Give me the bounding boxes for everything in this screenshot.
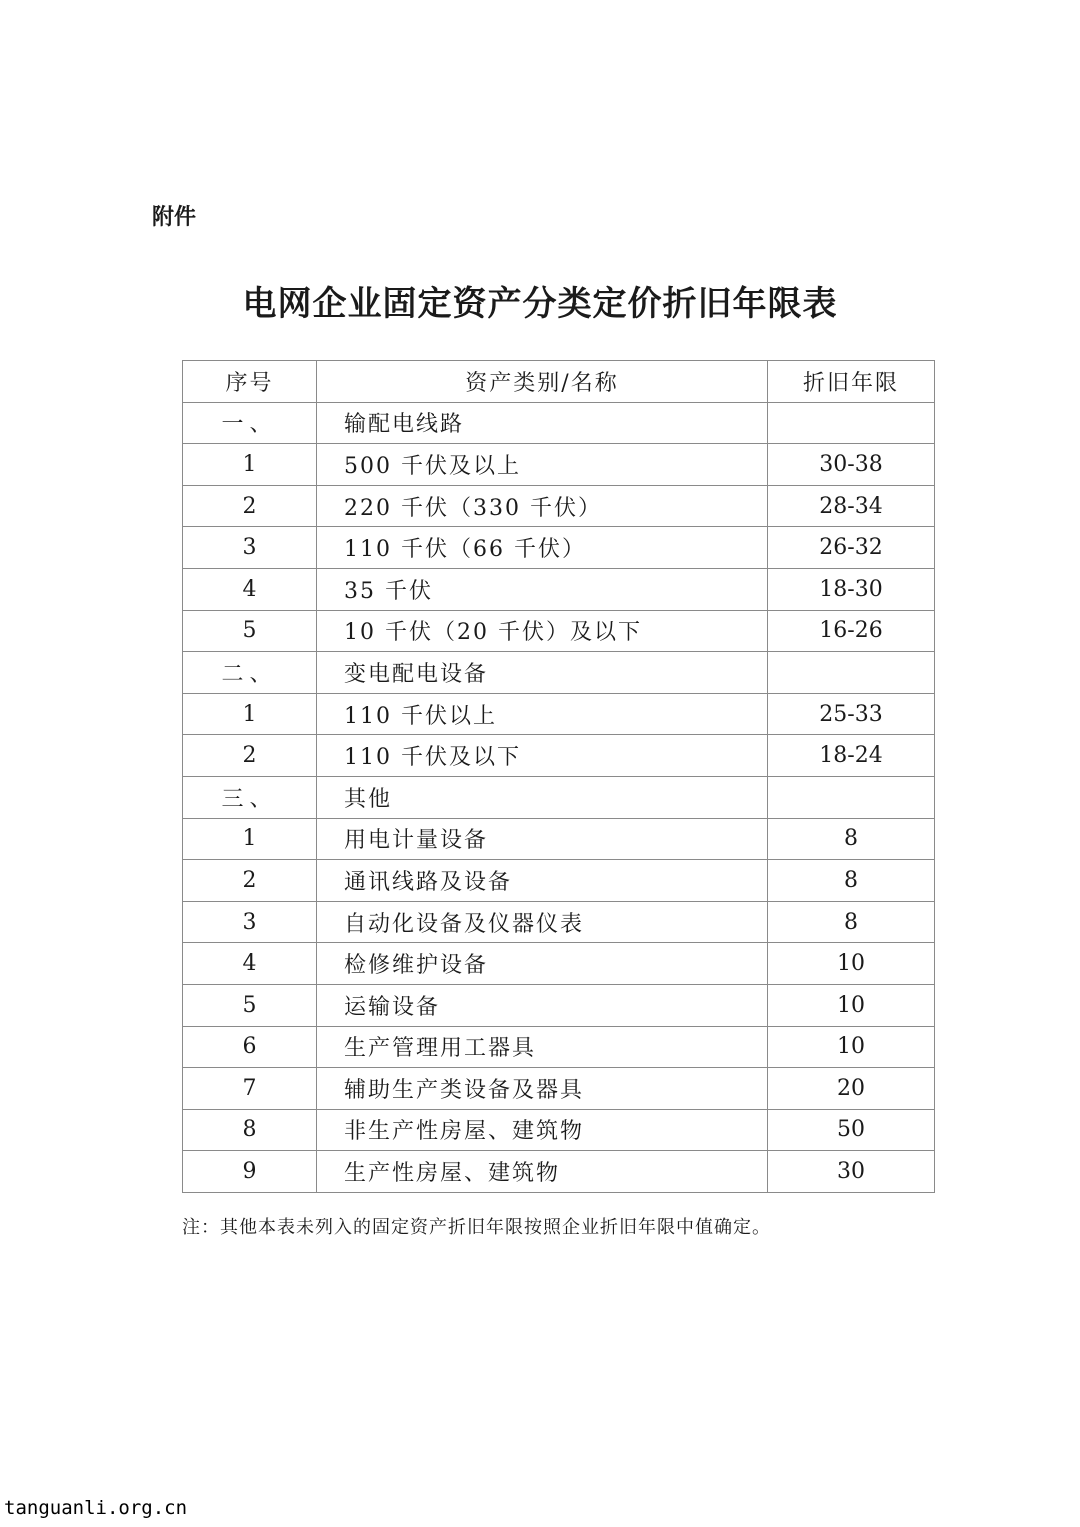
- depreciation-years: 10: [768, 984, 935, 1026]
- row-number: 1: [183, 818, 317, 860]
- row-number: 一、: [183, 402, 317, 444]
- row-number: 3: [183, 527, 317, 569]
- table-row: [183, 735, 935, 777]
- row-number: 二、: [183, 652, 317, 694]
- depreciation-years: 30: [768, 1151, 935, 1193]
- table-row: [183, 527, 935, 569]
- asset-name: 220 千伏（330 千伏）: [317, 485, 768, 527]
- depreciation-years: 10: [768, 943, 935, 985]
- table-row: [183, 693, 935, 735]
- table-row: [183, 1026, 935, 1068]
- asset-name: 通讯线路及设备: [317, 860, 768, 902]
- table-body: [183, 402, 935, 1192]
- asset-name: 110 千伏及以下: [317, 735, 768, 777]
- depreciation-years: 8: [768, 860, 935, 902]
- asset-name: 生产管理用工器具: [317, 1026, 768, 1068]
- category-row: [183, 652, 935, 694]
- category-row: [183, 776, 935, 818]
- column-header-no: 序号: [183, 361, 317, 403]
- table-row: [183, 1068, 935, 1110]
- depreciation-years: 30-38: [768, 444, 935, 486]
- depreciation-years: [768, 776, 935, 818]
- table-row: [183, 444, 935, 486]
- row-number: 3: [183, 901, 317, 943]
- table-note: 注：其他本表未列入的固定资产折旧年限按照企业折旧年限中值确定。: [182, 1217, 771, 1238]
- watermark: tanguanli.org.cn: [4, 1497, 188, 1519]
- attachment-label: 附件: [152, 205, 197, 230]
- table-row: [183, 901, 935, 943]
- row-number: 7: [183, 1068, 317, 1110]
- asset-name: 500 千伏及以上: [317, 444, 768, 486]
- depreciation-years: 26-32: [768, 527, 935, 569]
- row-number: 6: [183, 1026, 317, 1068]
- asset-name: 10 千伏（20 千伏）及以下: [317, 610, 768, 652]
- row-number: 1: [183, 444, 317, 486]
- depreciation-years: 18-30: [768, 568, 935, 610]
- asset-name: 其他: [317, 776, 768, 818]
- table-row: [183, 943, 935, 985]
- row-number: 1: [183, 693, 317, 735]
- row-number: 5: [183, 984, 317, 1026]
- asset-name: 非生产性房屋、建筑物: [317, 1109, 768, 1151]
- column-header-name: 资产类别/名称: [317, 361, 768, 403]
- row-number: 4: [183, 943, 317, 985]
- depreciation-years: 25-33: [768, 693, 935, 735]
- asset-name: 35 千伏: [317, 568, 768, 610]
- table-row: [183, 984, 935, 1026]
- row-number: 9: [183, 1151, 317, 1193]
- depreciation-table: [182, 360, 935, 1193]
- asset-name: 检修维护设备: [317, 943, 768, 985]
- column-header-years: 折旧年限: [768, 361, 935, 403]
- table-row: [183, 610, 935, 652]
- asset-name: 自动化设备及仪器仪表: [317, 901, 768, 943]
- table-row: [183, 818, 935, 860]
- asset-name: 运输设备: [317, 984, 768, 1026]
- page-title: 电网企业固定资产分类定价折旧年限表: [242, 284, 838, 324]
- depreciation-years: [768, 652, 935, 694]
- row-number: 2: [183, 735, 317, 777]
- table-row: [183, 860, 935, 902]
- asset-name: 辅助生产类设备及器具: [317, 1068, 768, 1110]
- depreciation-years: 28-34: [768, 485, 935, 527]
- table-row: [183, 1109, 935, 1151]
- depreciation-years: 10: [768, 1026, 935, 1068]
- table-row: [183, 1151, 935, 1193]
- depreciation-years: 50: [768, 1109, 935, 1151]
- depreciation-years: 16-26: [768, 610, 935, 652]
- row-number: 2: [183, 485, 317, 527]
- asset-name: 变电配电设备: [317, 652, 768, 694]
- row-number: 三、: [183, 776, 317, 818]
- row-number: 8: [183, 1109, 317, 1151]
- table-header-row: [183, 361, 935, 403]
- depreciation-years: 18-24: [768, 735, 935, 777]
- row-number: 4: [183, 568, 317, 610]
- category-row: [183, 402, 935, 444]
- row-number: 2: [183, 860, 317, 902]
- row-number: 5: [183, 610, 317, 652]
- depreciation-years: 8: [768, 818, 935, 860]
- asset-name: 110 千伏（66 千伏）: [317, 527, 768, 569]
- table-row: [183, 568, 935, 610]
- depreciation-years: [768, 402, 935, 444]
- asset-name: 用电计量设备: [317, 818, 768, 860]
- asset-name: 生产性房屋、建筑物: [317, 1151, 768, 1193]
- asset-name: 输配电线路: [317, 402, 768, 444]
- depreciation-years: 8: [768, 901, 935, 943]
- depreciation-years: 20: [768, 1068, 935, 1110]
- table-row: [183, 485, 935, 527]
- asset-name: 110 千伏以上: [317, 693, 768, 735]
